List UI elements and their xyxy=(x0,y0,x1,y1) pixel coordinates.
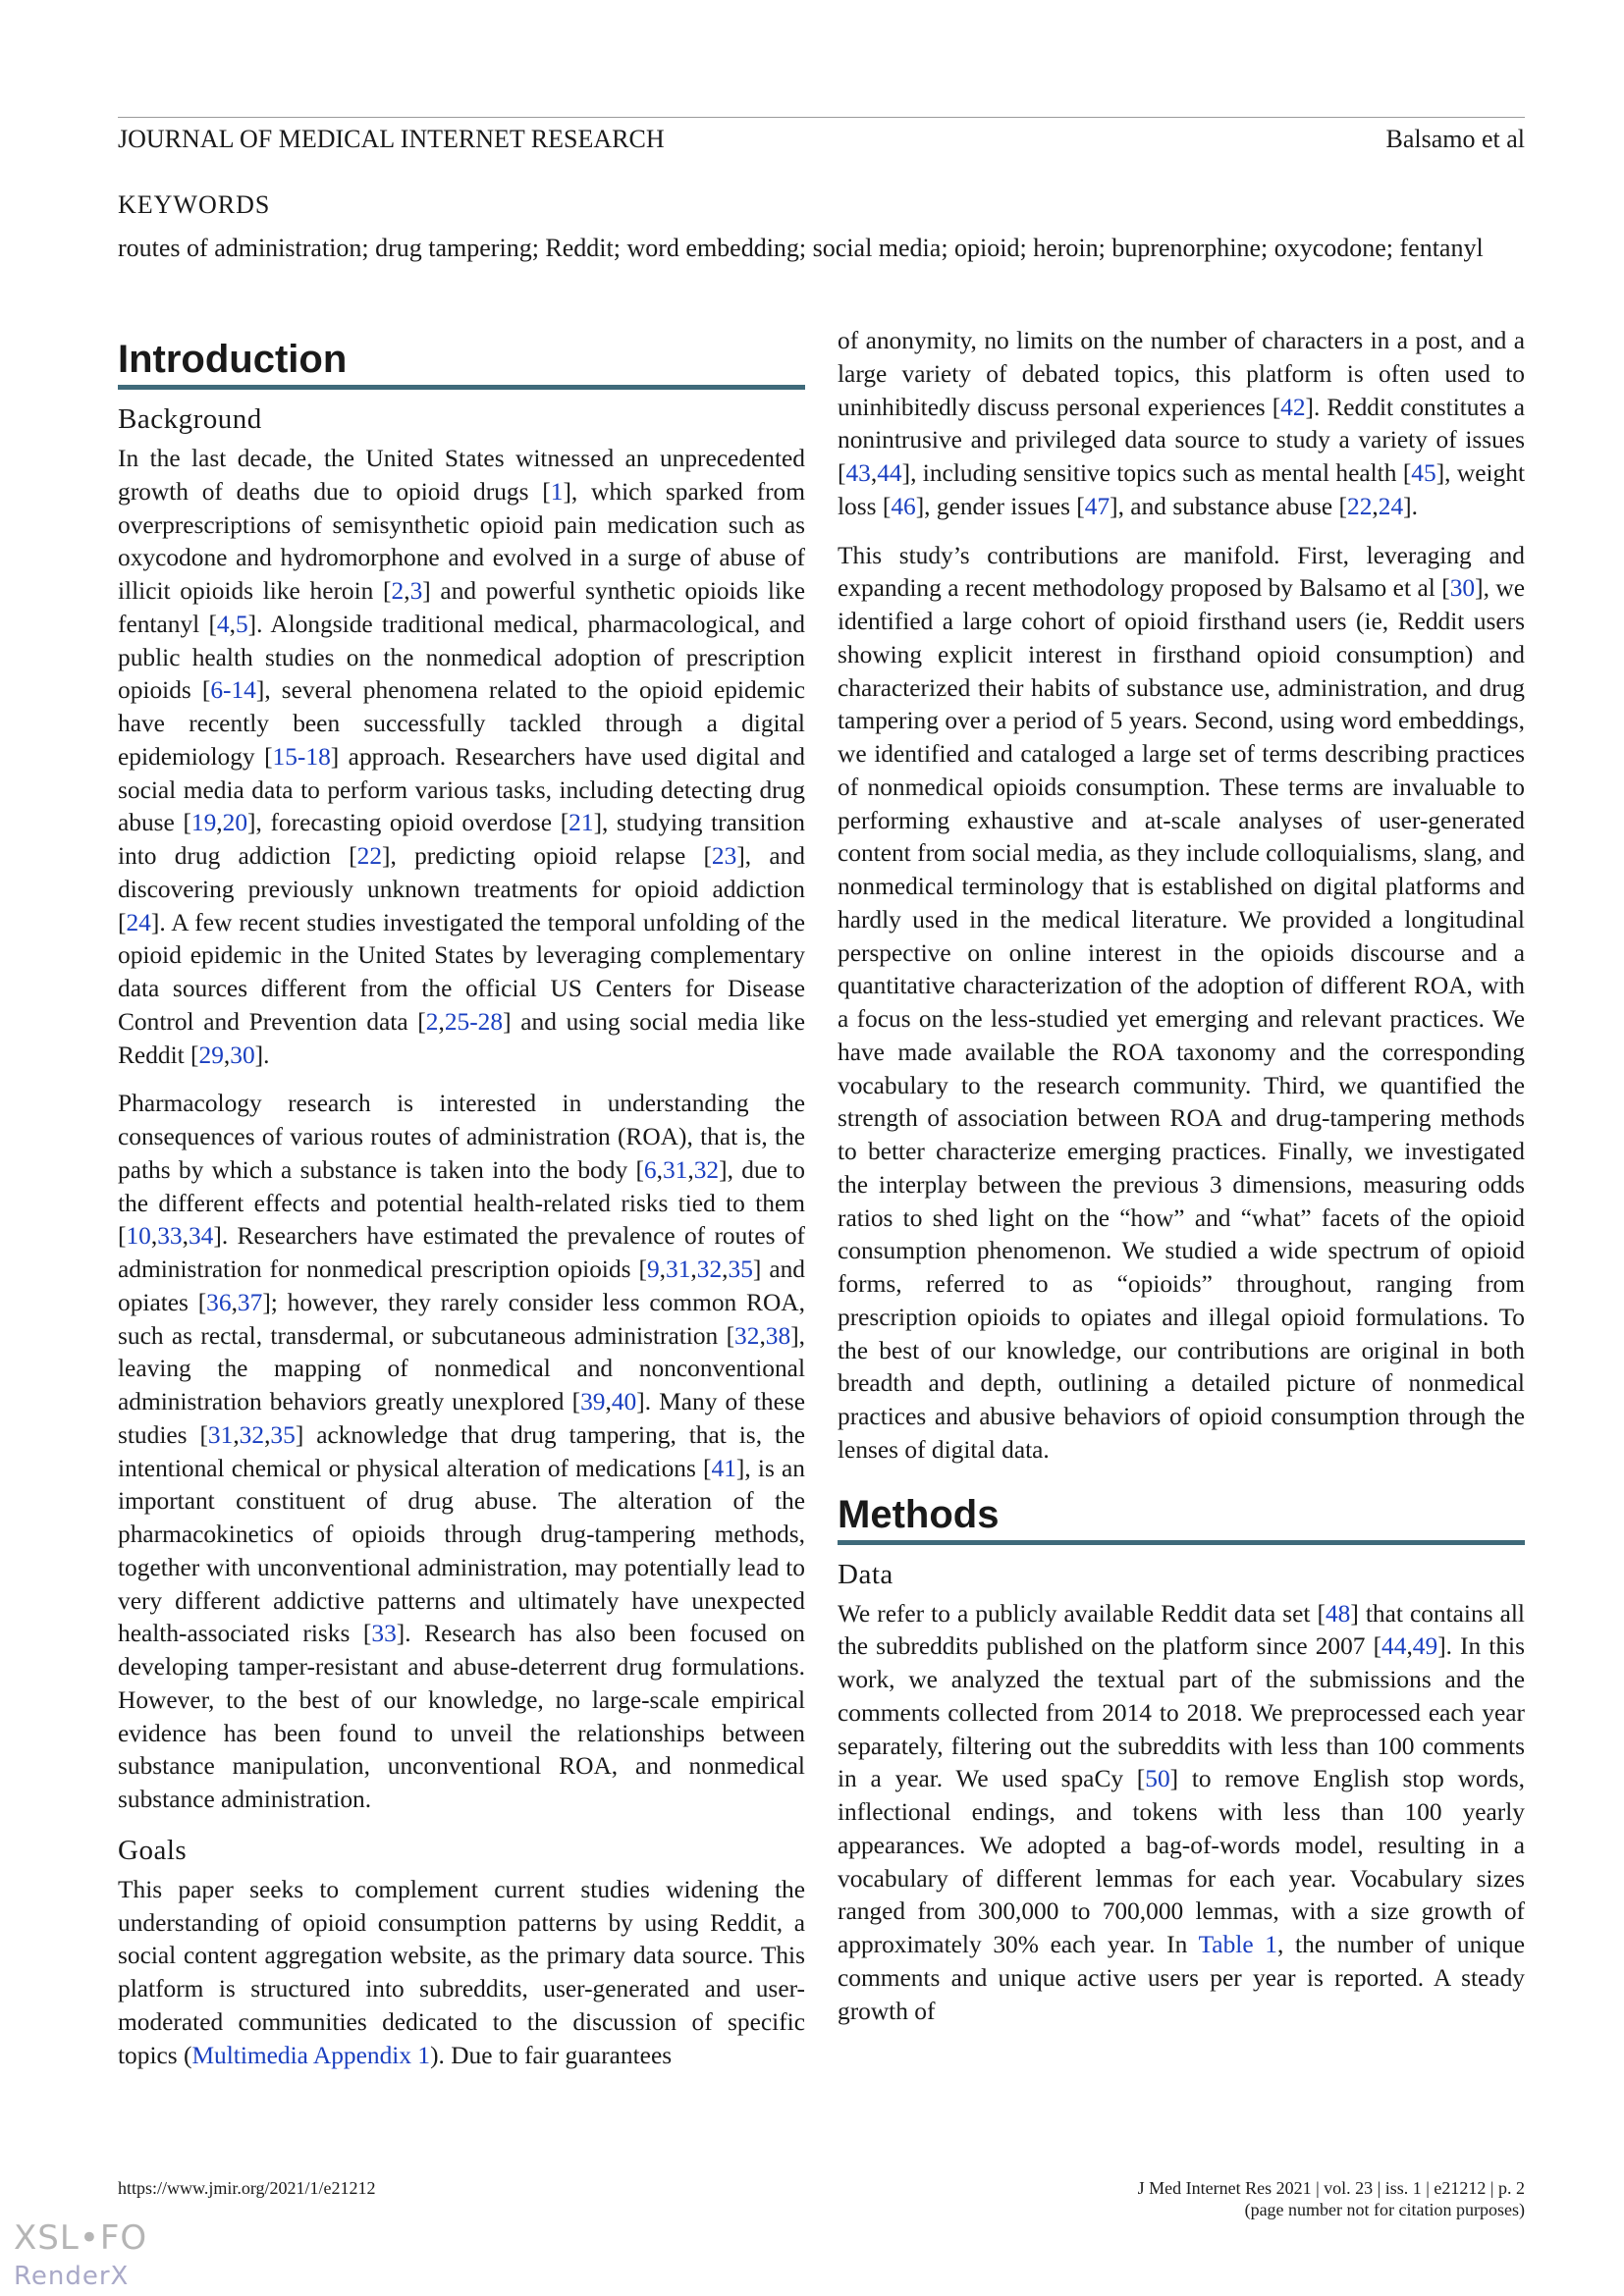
ref-link[interactable]: 32 xyxy=(239,1420,265,1449)
ref-link[interactable]: 23 xyxy=(711,842,737,870)
keywords-text: routes of administration; drug tampering; Reddit; word embedding; social media; opioid; heroin; buprenorphine; oxycodone; fentanyl xyxy=(118,234,1484,262)
ref-link[interactable]: 9 xyxy=(646,1255,660,1283)
ref-link[interactable]: 31 xyxy=(666,1255,691,1283)
ref-link[interactable]: 36 xyxy=(206,1288,232,1316)
ref-link[interactable]: 30 xyxy=(1449,574,1476,603)
ref-link[interactable]: 32 xyxy=(693,1155,720,1184)
ref-link[interactable]: 46 xyxy=(891,492,916,520)
ref-link[interactable]: 1 xyxy=(550,477,564,506)
ref-link[interactable]: 22 xyxy=(356,842,383,870)
ref-link[interactable]: 44 xyxy=(1381,1632,1407,1661)
footer-url[interactable]: https://www.jmir.org/2021/1/e21212 xyxy=(118,2178,376,2198)
methods-heading: Methods xyxy=(838,1489,1525,1545)
goals-paragraph: This paper seeks to complement current studies widening the understanding of opioid consumption patterns by using Reddit, a social content aggregation website, as the primary data source. This platform is structured into subreddits, user-generated and user-moderated communities dedicated to the discussion of specific topics (Multimedia Appendix 1). Due to fair guarantees xyxy=(118,1875,805,2069)
data-paragraph: We refer to a publicly available Reddit data set [48] that contains all the subreddits published on the platform since 2007 [44,49]. In this work, we analyzed the textual part of the submissions and the comments collected from 2014 to 2018. We preprocessed each year separately, filtering out the subreddits with less than 100 comments in a year. We used spaCy [50] to remove English stop words, inflectional endings, and tokens with less than 100 yearly appearances. We adopted a bag-of-words model, resulting in a vocabulary of different lemmas for each year. Vocabulary sizes ranged from 300,000 to 700,000 lemmas, with a size growth of approximately 30% each year. In Table 1, the number of unique comments and unique active users per year is reported. A steady growth of xyxy=(838,1599,1526,2025)
goals-paragraph-continued: of anonymity, no limits on the number of characters in a post, and a large variety of debated topics, this platform is often used to uninhibitedly discuss personal experiences [42]. Reddit constitutes a nonintrusive and privileged data source to study a variety of issues [43,44], including sensitive topics such as mental health [45], weight loss [46], gender issues [47], and substance abuse [22,24]. xyxy=(838,327,1525,520)
table-1-link[interactable]: Table 1 xyxy=(1198,1931,1277,1958)
renderx-logo: RenderX xyxy=(14,2262,130,2291)
ref-link[interactable]: 24 xyxy=(1378,492,1404,520)
ref-link[interactable]: 38 xyxy=(765,1321,791,1350)
ref-link[interactable]: 2 xyxy=(391,577,405,605)
ref-link[interactable]: 6 xyxy=(643,1155,657,1184)
right-column xyxy=(838,325,1525,2028)
ref-link[interactable]: 33 xyxy=(157,1222,183,1251)
ref-link[interactable]: 33 xyxy=(371,1620,397,1648)
ref-link[interactable]: 25-28 xyxy=(444,1007,504,1036)
ref-link[interactable]: 21 xyxy=(568,809,594,837)
ref-link[interactable]: 29 xyxy=(198,1041,224,1069)
author-running-head: Balsamo et al xyxy=(1385,125,1525,153)
contributions-paragraph: This study’s contributions are manifold. First, leveraging and expanding a recent methodology proposed by Balsamo et al [30], we identified a large cohort of opioid firsthand users (ie, Reddit users showing explicit interest in firsthand opioid consumption) and characterized their habits of substance use, administration, and drug tampering over a period of 5 years. Second, using word embeddings, we identified and cataloged a large set of terms describing practices of nonmedical opioids consumption. These terms are invaluable to performing exhaustive and at-scale analyses of user-generated content from social media, as they include colloquialisms, slang, and nonmedical terminology that is established on digital platforms and hardly used in the medical literature. We provided a longitudinal perspective on online interest in the opioids discourse and a quantitative characterization of the adoption of different ROA, with a focus on the less-studied yet emerging and relevant practices. We have made available the ROA taxonomy and the corresponding vocabulary to the research community. Third, we quantified the strength of association between ROA and drug-tampering methods to better characterize emerging practices. Finally, we investigated the interplay between the previous 3 dimensions, measuring odds ratios to shed light on the “how” and “what” facets of the opioid consumption phenomenon. We studied a wide spectrum of opioid forms, referred to as “opioids” throughout, ranging from prescription opioids to opiates and illegal opioid formulations. To the best of our knowledge, our contributions are original in both breadth and depth, outlining a detailed picture of nonmedical practices and abusive behaviors of opioid consumption through the lenses of digital data. xyxy=(838,541,1525,1464)
ref-link[interactable]: 6-14 xyxy=(210,676,256,705)
left-column xyxy=(118,334,805,2072)
ref-link[interactable]: 42 xyxy=(1280,393,1306,421)
background-heading: Background xyxy=(118,403,262,435)
ref-link[interactable]: 39 xyxy=(580,1388,606,1415)
ref-link[interactable]: 31 xyxy=(207,1420,234,1449)
ref-link[interactable]: 34 xyxy=(188,1222,214,1251)
introduction-heading: Introduction xyxy=(118,334,805,390)
ref-link[interactable]: 47 xyxy=(1084,492,1110,520)
ref-link[interactable]: 41 xyxy=(711,1454,736,1482)
data-heading: Data xyxy=(838,1558,893,1590)
ref-link[interactable]: 31 xyxy=(662,1155,688,1184)
ref-link[interactable]: 50 xyxy=(1145,1765,1170,1793)
ref-link[interactable]: 44 xyxy=(877,459,902,487)
ref-link[interactable]: 10 xyxy=(126,1222,151,1251)
ref-link[interactable]: 37 xyxy=(237,1288,263,1316)
ref-link[interactable]: 2 xyxy=(425,1007,439,1036)
ref-link[interactable]: 24 xyxy=(126,908,151,936)
ref-link[interactable]: 5 xyxy=(235,610,248,638)
ref-link[interactable]: 15-18 xyxy=(272,742,331,771)
background-paragraph-1: In the last decade, the United States witnessed an unprecedented growth of deaths due to opioid drugs [1], which sparked from overprescriptions of semisynthetic opioid pain medication such as oxycodone and hydromorphone and evolved in a surge of abuse of illicit opioids like heroin [2,3] and powerful synthetic opioids like fentanyl [4,5]. Alongside traditional medical, pharmacological, and public health studies on the nonmedical adoption of prescription opioids [6-14], several phenomena related to the opioid epidemic have recently been successfully tackled through a digital epidemiology [15-18] approach. Researchers have used digital and social media data to perform various tasks, including detecting drug abuse [19,20], forecasting opioid overdose [21], studying transition into drug addiction [22], predicting opioid relapse [23], and discovering previously unknown treatments for opioid addiction [24]. A few recent studies investigated the temporal unfolding of the opioid epidemic in the United States by leveraging complementary data sources different from the official US Centers for Disease Control and Prevention data [2,25-28] and using social media like Reddit [29,30]. xyxy=(118,445,806,1069)
ref-link[interactable]: 32 xyxy=(734,1321,760,1350)
ref-link[interactable]: 48 xyxy=(1325,1599,1351,1628)
xsl-fo-logo: XSL•FO xyxy=(14,2218,148,2258)
goals-heading: Goals xyxy=(118,1834,188,1866)
ref-link[interactable]: 4 xyxy=(216,610,230,638)
ref-link[interactable]: 49 xyxy=(1412,1632,1438,1661)
header-rule xyxy=(118,117,1525,118)
ref-link[interactable]: 40 xyxy=(611,1388,637,1415)
keywords-heading: KEYWORDS xyxy=(118,190,271,219)
ref-link[interactable]: 3 xyxy=(409,577,423,605)
ref-link[interactable]: 22 xyxy=(1347,492,1373,520)
ref-link[interactable]: 45 xyxy=(1411,459,1436,487)
ref-link[interactable]: 43 xyxy=(845,459,871,487)
footer-note: (page number not for citation purposes) xyxy=(1244,2200,1525,2219)
ref-link[interactable]: 30 xyxy=(230,1041,255,1069)
ref-link[interactable]: 19 xyxy=(190,809,217,837)
background-paragraph-2: Pharmacology research is interested in understanding the consequences of various routes of administration (ROA), that is, the paths by which a substance is taken into the body [6,31,32], due to the different effects and potential health-related risks tied to them [10,33,34]. Researchers have estimated the prevalence of routes of administration for nonmedical prescription opioids [9,31,32,35] and opiates [36,37]; however, they rarely consider less common ROA, such as rectal, transdermal, or subcutaneous administration [32,38], leaving the mapping of nonmedical and nonconventional administration behaviors greatly unexplored [39,40]. Many of these studies [31,32,35] acknowledge that drug tampering, that is, the intentional chemical or physical alteration of medications [41], is an important constituent of drug abuse. The alteration of the pharmacokinetics of opioids through drug-tampering methods, together with unconventional administration, may potentially lead to very different addictive patterns and ultimately have unexpected health-associated risks [33]. Research has also been focused on developing tamper-resistant and abuse-deterrent drug formulations. However, to the best of our knowledge, no large-scale empirical evidence has been found to unveil the relationships between substance manipulation, unconventional ROA, and nonmedical substance administration. xyxy=(118,1090,805,1813)
footer-citation-line: J Med Internet Res 2021 | vol. 23 | iss. 1 | e21212 | p. 2 xyxy=(1137,2178,1525,2198)
journal-title: JOURNAL OF MEDICAL INTERNET RESEARCH xyxy=(118,125,665,153)
ref-link[interactable]: 32 xyxy=(696,1255,723,1283)
ref-link[interactable]: 20 xyxy=(222,809,248,837)
footer-citation xyxy=(1138,2177,1525,2220)
multimedia-appendix-link[interactable]: Multimedia Appendix 1 xyxy=(191,2041,431,2069)
ref-link[interactable]: 35 xyxy=(728,1255,753,1283)
ref-link[interactable]: 35 xyxy=(270,1420,296,1449)
